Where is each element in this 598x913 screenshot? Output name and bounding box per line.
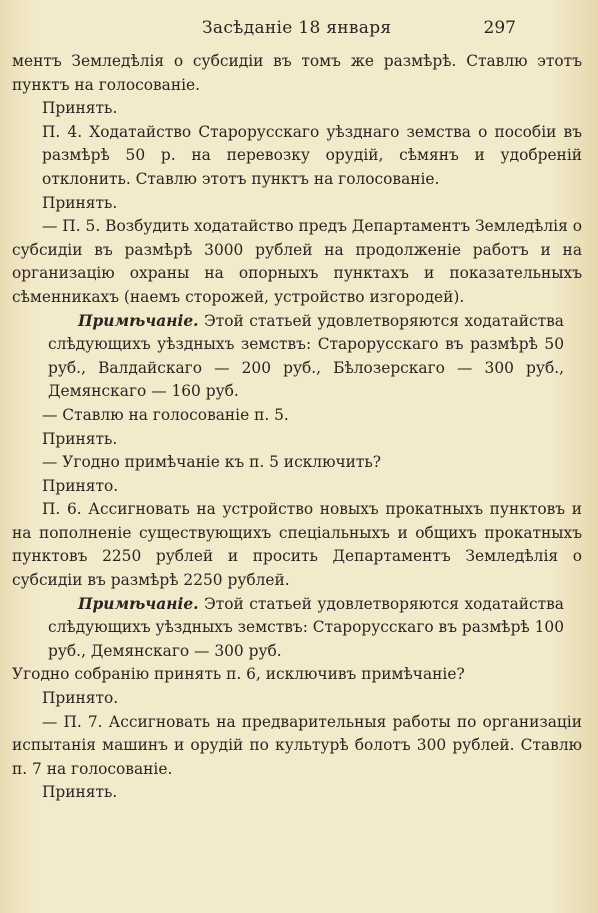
note-label: Примѣчаніе. bbox=[78, 311, 199, 330]
paragraph: Принято. bbox=[42, 476, 119, 495]
running-title: Засѣданіе 18 января bbox=[202, 18, 392, 38]
note-text: Этой статьей удовлетворяются ходатайства слѣдующихъ уѣздныхъ земствъ: Старорусскаго въ размѣрѣ 100 руб., Демянскаго — 300 руб. bbox=[48, 594, 564, 660]
note-text: Этой статьей удовлетворяются ходатайства слѣдующихъ уѣздныхъ земствъ: Старорусскаго въ размѣрѣ 50 руб., Валдайскаго — 200 руб., Бѣлозерскаго — 300 руб., Демянскаго — 160 руб. bbox=[48, 311, 564, 401]
paragraph: — Угодно примѣчаніе къ п. 5 исключить? bbox=[42, 453, 382, 472]
paragraph: Угодно собранію принять п. 6, исключивъ примѣчаніе? bbox=[12, 665, 465, 684]
page-number: 297 bbox=[483, 18, 516, 38]
note-paragraph bbox=[12, 310, 582, 404]
paragraph: — П. 7. Ассигновать на предварительныя работы по организаціи испытанія машинъ и орудій по культурѣ болотъ 300 рублей. Ставлю п. 7 на голосованіе. bbox=[12, 712, 582, 778]
page-body bbox=[12, 50, 582, 805]
paragraph: — П. 5. Возбудить ходатайство предъ Департаментъ Земледѣлія о субсидіи въ размѣрѣ 3000 рублей на продолженіе работъ и на организацію охраны на опорныхъ пунктахъ и показательныхъ сѣменникахъ (наемъ сторожей, устройство изгородей). bbox=[12, 217, 582, 306]
paragraph: Принять. bbox=[42, 429, 118, 448]
paragraph: Принято. bbox=[42, 689, 119, 708]
paragraph: — Ставлю на голосованіе п. 5. bbox=[42, 405, 289, 424]
paragraph bbox=[12, 121, 582, 192]
paragraph: Принять. bbox=[42, 99, 118, 118]
paragraph: Принять. bbox=[42, 193, 118, 212]
page-header bbox=[12, 18, 582, 48]
note-paragraph bbox=[12, 593, 582, 664]
paragraph: ментъ Земледѣлія о субсидіи въ томъ же размѣрѣ. Ставлю этотъ пунктъ на голосованіе. bbox=[12, 52, 582, 94]
note-label: Примѣчаніе. bbox=[78, 594, 199, 613]
paragraph-text: П. 4. Ходатайство Старорусскаго уѣзднаго земства о пособіи въ размѣрѣ 50 р. на перевозку орудій, сѣмянъ и удобреній отклонить. Ставлю этотъ пунктъ на голосованіе. bbox=[42, 122, 582, 188]
paragraph: Принять. bbox=[42, 783, 118, 802]
paragraph: П. 6. Ассигновать на устройство новыхъ прокатныхъ пунктовъ и на пополненіе существующихъ спеціальныхъ и общихъ прокатныхъ пунктовъ 2250 рублей и просить Департаментъ Земледѣлія о субсидіи въ размѣрѣ 2250 рублей. bbox=[12, 500, 582, 590]
